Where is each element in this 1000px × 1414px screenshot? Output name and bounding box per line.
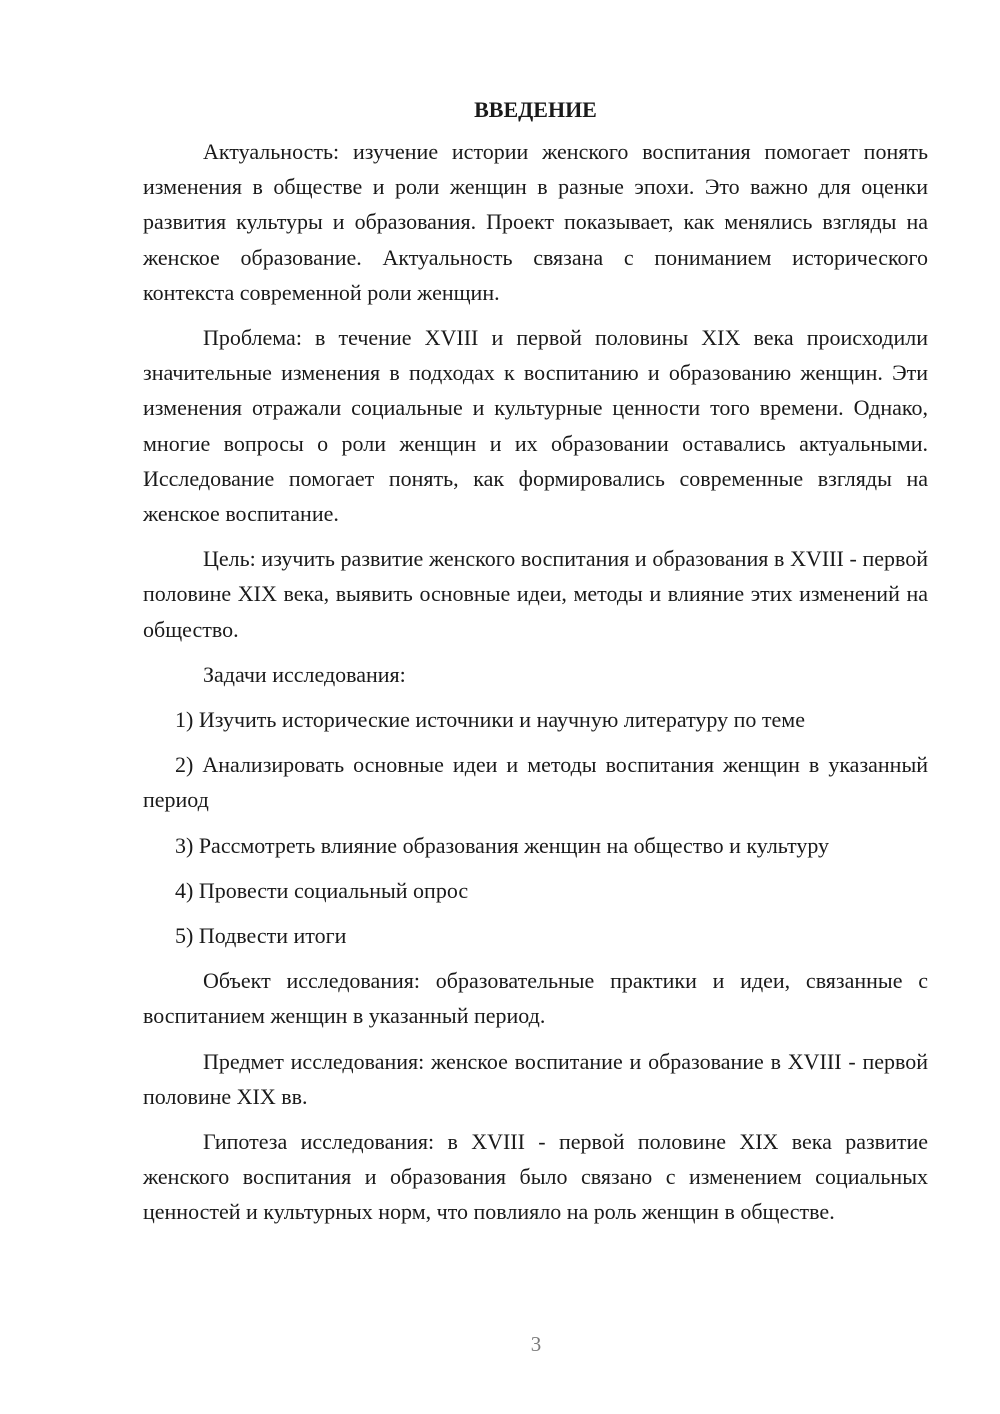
list-item: 3) Рассмотреть влияние образования женщин на общество и культуру — [175, 832, 830, 858]
paragraph-hypothesis: Гипотеза исследования: в XVIII - первой половине XIX века развитие женского воспитания и образования было связано с изменением социальных ценностей и культурных норм, что повлияло на роль женщин в обществе. — [143, 1129, 928, 1225]
list-item: 4) Провести социальный опрос — [175, 877, 469, 903]
paragraph-subject: Предмет исследования: женское воспитание и образование в XVIII - первой половине XIX вв. — [143, 1048, 928, 1109]
tasks-title: Задачи исследования: — [203, 661, 406, 687]
document-page — [143, 94, 928, 1240]
tasks-list — [143, 702, 928, 953]
list-item: 5) Подвести итоги — [175, 923, 347, 949]
paragraph-goal: Цель: изучить развитие женского воспитания и образования в XVIII - первой половине XIX века, выявить основные идеи, методы и влияние этих изменений на общество. — [143, 546, 928, 642]
page-title: ВВЕДЕНИЕ — [474, 97, 597, 122]
paragraph-relevance: Актуальность: изучение истории женского воспитания помогает понять изменения в обществе и роли женщин в разные эпохи. Это важно для оценки развития культуры и образования. Проект показывает, как менялись взгляды на женское образование. Актуальность связана с пониманием исторического контекста современной роли женщин. — [143, 139, 928, 305]
paragraph-problem: Проблема: в течение XVIII и первой половины XIX века происходили значительные изменения в подходах к воспитанию и образованию женщин. Эти изменения отражали социальные и культурные ценности того времени. Однако, многие вопросы о роли женщин и их образовании оставались актуальными. Исследование помогает понять, как формировались современные взгляды на женское воспитание. — [143, 325, 928, 527]
page-number: 3 — [530, 1332, 542, 1356]
list-item: 2) Анализировать основные идеи и методы воспитания женщин в указанный период — [143, 752, 928, 813]
paragraph-object: Объект исследования: образовательные практики и идеи, связанные с воспитанием женщин в указанный период. — [143, 968, 928, 1029]
list-item: 1) Изучить исторические источники и научную литературу по теме — [175, 707, 805, 733]
